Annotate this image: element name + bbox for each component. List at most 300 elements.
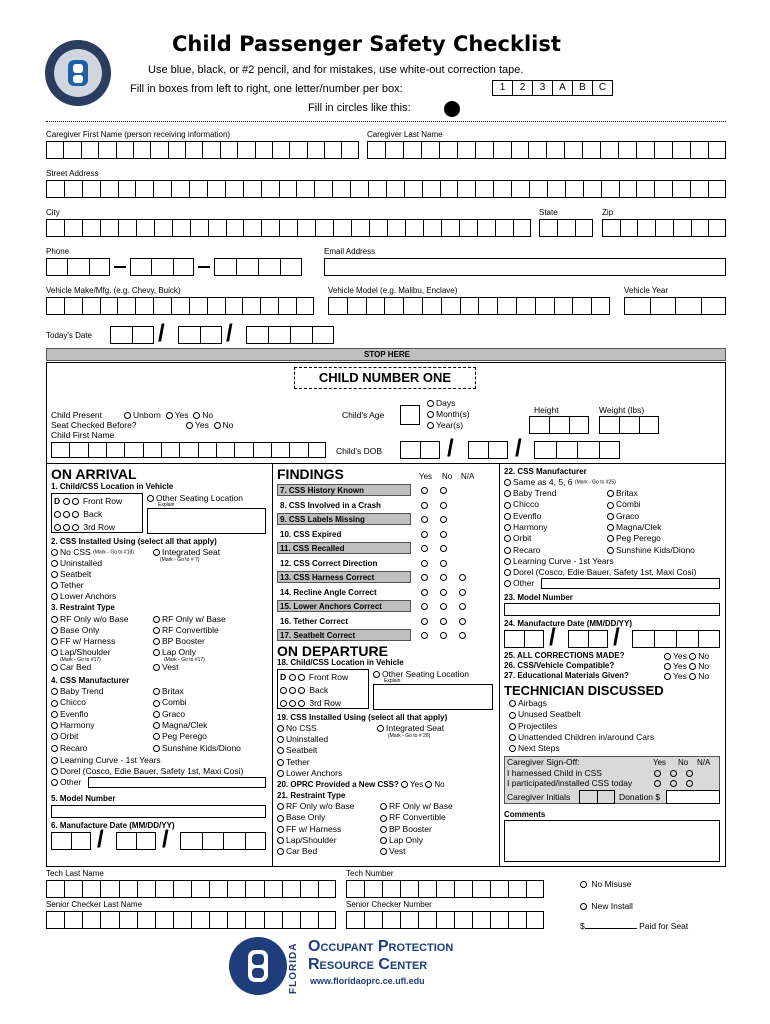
char-box[interactable] bbox=[171, 297, 189, 315]
char-box[interactable] bbox=[227, 911, 245, 929]
char-box[interactable] bbox=[143, 442, 161, 458]
char-box[interactable] bbox=[547, 180, 565, 198]
char-box[interactable] bbox=[100, 880, 118, 898]
arrival-mfr-option[interactable] bbox=[51, 720, 94, 731]
finding-radio[interactable] bbox=[440, 632, 447, 639]
height-boxes[interactable] bbox=[529, 416, 589, 434]
char-box[interactable] bbox=[258, 258, 280, 276]
tech-discussed-option[interactable] bbox=[509, 698, 547, 709]
arrival-mfr-option[interactable] bbox=[51, 731, 78, 742]
new-install-option[interactable]: New Install bbox=[580, 901, 633, 912]
char-box[interactable] bbox=[46, 258, 67, 276]
char-box[interactable] bbox=[46, 180, 64, 198]
senior-number-boxes[interactable] bbox=[346, 911, 544, 929]
char-box[interactable] bbox=[459, 219, 477, 237]
char-box[interactable] bbox=[106, 442, 124, 458]
state-boxes[interactable] bbox=[539, 219, 593, 237]
char-box[interactable] bbox=[472, 911, 490, 929]
char-box[interactable] bbox=[172, 219, 190, 237]
donation-field[interactable] bbox=[666, 790, 720, 804]
char-box[interactable] bbox=[253, 442, 271, 458]
char-box[interactable] bbox=[364, 880, 382, 898]
char-box[interactable] bbox=[64, 297, 82, 315]
right-mfg-year[interactable] bbox=[632, 630, 720, 648]
arrival-mfr-other-field[interactable] bbox=[88, 777, 266, 788]
char-box[interactable] bbox=[675, 297, 701, 315]
finding-radio[interactable] bbox=[440, 531, 447, 538]
char-box[interactable] bbox=[225, 297, 243, 315]
child-first-name-boxes[interactable] bbox=[51, 442, 326, 458]
finding-options[interactable] bbox=[421, 485, 459, 496]
departure-restraint-option[interactable] bbox=[277, 801, 355, 812]
char-box[interactable] bbox=[495, 219, 513, 237]
right-mfr-option[interactable] bbox=[607, 499, 641, 510]
char-box[interactable] bbox=[403, 297, 422, 315]
no-misuse-option[interactable]: No Misuse bbox=[580, 879, 632, 890]
finding-radio[interactable] bbox=[421, 632, 428, 639]
char-box[interactable] bbox=[508, 880, 526, 898]
departure-restraint-option[interactable] bbox=[277, 846, 317, 857]
signoff-installed-options[interactable] bbox=[654, 778, 695, 789]
char-box[interactable] bbox=[198, 442, 216, 458]
char-box[interactable] bbox=[296, 297, 314, 315]
char-box[interactable] bbox=[271, 442, 289, 458]
char-box[interactable] bbox=[296, 180, 314, 198]
arrival-seatbelt[interactable]: Seatbelt bbox=[51, 569, 91, 580]
finding-radio[interactable] bbox=[440, 487, 447, 494]
finding-radio[interactable] bbox=[440, 618, 447, 625]
radio-circle[interactable] bbox=[153, 722, 160, 729]
arrival-mfr-option[interactable] bbox=[153, 697, 187, 708]
departure-3rd-row[interactable]: 3rd Row bbox=[280, 698, 341, 709]
char-box[interactable] bbox=[243, 219, 261, 237]
arrival-mfr-option[interactable] bbox=[153, 709, 185, 720]
char-box[interactable] bbox=[418, 880, 436, 898]
radio-circle[interactable] bbox=[51, 616, 58, 623]
char-box[interactable] bbox=[504, 630, 524, 648]
radio-circle[interactable] bbox=[51, 688, 58, 695]
departure-restraint-option[interactable] bbox=[380, 812, 446, 823]
right-mfr-other[interactable]: Other bbox=[504, 578, 534, 589]
radio-circle[interactable] bbox=[153, 664, 160, 671]
char-box[interactable] bbox=[599, 416, 619, 434]
char-box[interactable] bbox=[168, 141, 185, 159]
char-box[interactable] bbox=[382, 880, 400, 898]
email-field[interactable] bbox=[324, 258, 726, 276]
char-box[interactable] bbox=[46, 911, 64, 929]
caregiver-last-name-boxes[interactable] bbox=[367, 141, 726, 159]
right-mfr-option[interactable] bbox=[504, 499, 539, 510]
char-box[interactable] bbox=[207, 180, 225, 198]
char-box[interactable] bbox=[214, 258, 236, 276]
char-box[interactable] bbox=[116, 832, 136, 850]
char-box[interactable] bbox=[130, 258, 151, 276]
char-box[interactable] bbox=[46, 141, 63, 159]
arrival-lower-anchors[interactable]: Lower Anchors bbox=[51, 591, 116, 602]
radio-circle[interactable] bbox=[509, 700, 516, 707]
char-box[interactable] bbox=[171, 180, 189, 198]
char-box[interactable] bbox=[173, 258, 194, 276]
char-box[interactable] bbox=[557, 219, 575, 237]
char-box[interactable] bbox=[436, 880, 454, 898]
char-box[interactable] bbox=[588, 630, 608, 648]
char-box[interactable] bbox=[135, 180, 153, 198]
finding-radio[interactable] bbox=[459, 574, 466, 581]
char-box[interactable] bbox=[180, 832, 202, 850]
char-box[interactable] bbox=[333, 219, 351, 237]
char-box[interactable] bbox=[591, 297, 610, 315]
char-box[interactable] bbox=[246, 326, 268, 344]
char-box[interactable] bbox=[577, 441, 599, 459]
tech-number-boxes[interactable] bbox=[346, 880, 544, 898]
char-box[interactable] bbox=[478, 297, 497, 315]
char-box[interactable] bbox=[237, 141, 254, 159]
char-box[interactable] bbox=[245, 832, 267, 850]
char-box[interactable] bbox=[89, 258, 110, 276]
signoff-harnessed[interactable]: I harnessed Child in CSS bbox=[507, 768, 602, 778]
finding-radio[interactable] bbox=[440, 589, 447, 596]
departure-restraint-option[interactable] bbox=[277, 812, 325, 823]
finding-radio[interactable] bbox=[421, 589, 428, 596]
arrival-mfr-other[interactable]: Other bbox=[51, 777, 81, 788]
char-box[interactable] bbox=[264, 911, 282, 929]
char-box[interactable] bbox=[597, 790, 615, 804]
char-box[interactable] bbox=[119, 911, 137, 929]
tech-discussed-option[interactable] bbox=[509, 709, 581, 720]
todays-date-day[interactable] bbox=[178, 326, 222, 344]
right-mfg-day[interactable] bbox=[568, 630, 608, 648]
char-box[interactable] bbox=[673, 219, 691, 237]
vehicle-model-boxes[interactable] bbox=[328, 297, 610, 315]
departure-restraint-option[interactable] bbox=[380, 835, 423, 846]
char-box[interactable] bbox=[441, 297, 460, 315]
char-box[interactable] bbox=[599, 441, 621, 459]
char-box[interactable] bbox=[153, 180, 171, 198]
finding-options[interactable] bbox=[421, 616, 478, 627]
char-box[interactable] bbox=[477, 219, 495, 237]
finding-options[interactable] bbox=[421, 543, 459, 554]
radio-circle[interactable] bbox=[509, 745, 516, 752]
char-box[interactable] bbox=[708, 180, 726, 198]
char-box[interactable] bbox=[490, 880, 508, 898]
char-box[interactable] bbox=[554, 297, 573, 315]
finding-radio[interactable] bbox=[459, 618, 466, 625]
char-box[interactable] bbox=[155, 911, 173, 929]
arrival-integrated-seat[interactable]: Integrated Seat bbox=[153, 547, 220, 558]
weight-boxes[interactable] bbox=[599, 416, 659, 434]
char-box[interactable] bbox=[366, 297, 385, 315]
departure-restraint-option[interactable] bbox=[380, 846, 406, 857]
radio-circle[interactable] bbox=[504, 547, 511, 554]
arrival-front-row[interactable]: D Front Row bbox=[54, 496, 123, 506]
char-box[interactable] bbox=[691, 219, 709, 237]
finding-options[interactable] bbox=[421, 529, 459, 540]
char-box[interactable] bbox=[400, 911, 418, 929]
radio-circle[interactable] bbox=[153, 745, 160, 752]
radio-circle[interactable] bbox=[277, 837, 284, 844]
caregiver-first-name-boxes[interactable] bbox=[46, 141, 359, 159]
char-box[interactable] bbox=[100, 180, 118, 198]
char-box[interactable] bbox=[639, 416, 659, 434]
radio-circle[interactable] bbox=[509, 712, 516, 719]
radio-circle[interactable] bbox=[51, 711, 58, 718]
tech-discussed-option[interactable] bbox=[509, 732, 654, 743]
char-box[interactable] bbox=[209, 911, 227, 929]
char-box[interactable] bbox=[565, 180, 583, 198]
arrival-back-row[interactable]: Back bbox=[54, 509, 102, 520]
char-box[interactable] bbox=[82, 911, 100, 929]
char-box[interactable] bbox=[242, 297, 260, 315]
char-box[interactable] bbox=[264, 880, 282, 898]
radio-circle[interactable] bbox=[504, 502, 511, 509]
char-box[interactable] bbox=[202, 141, 219, 159]
child-present-options[interactable]: Unborn Yes No bbox=[124, 410, 213, 421]
char-box[interactable] bbox=[137, 911, 155, 929]
finding-radio[interactable] bbox=[440, 502, 447, 509]
right-mfr-dorel[interactable]: Dorel (Cosco, Edie Bauer, Safety 1st, Maxi Cosi) bbox=[504, 567, 696, 578]
char-box[interactable] bbox=[223, 832, 245, 850]
vehicle-year-boxes[interactable] bbox=[624, 297, 726, 315]
radio-circle[interactable] bbox=[277, 803, 284, 810]
char-box[interactable] bbox=[676, 630, 698, 648]
char-box[interactable] bbox=[493, 180, 511, 198]
todays-date-year[interactable] bbox=[246, 326, 334, 344]
right-mfr-option[interactable] bbox=[504, 533, 531, 544]
right-mfr-option[interactable] bbox=[504, 488, 556, 499]
char-box[interactable] bbox=[151, 258, 172, 276]
char-box[interactable] bbox=[440, 180, 458, 198]
char-box[interactable] bbox=[457, 141, 475, 159]
char-box[interactable] bbox=[227, 880, 245, 898]
char-box[interactable] bbox=[690, 141, 708, 159]
char-box[interactable] bbox=[468, 441, 488, 459]
char-box[interactable] bbox=[601, 180, 619, 198]
char-box[interactable] bbox=[133, 141, 150, 159]
radio-circle[interactable] bbox=[607, 535, 614, 542]
seat-checked-options[interactable]: Yes No bbox=[186, 420, 233, 431]
char-box[interactable] bbox=[583, 180, 601, 198]
right-mfr-option[interactable] bbox=[607, 488, 638, 499]
finding-options[interactable] bbox=[421, 500, 459, 511]
char-box[interactable] bbox=[564, 141, 582, 159]
arrival-no-css[interactable]: No CSS (Mark - Go to #18) bbox=[51, 547, 134, 558]
tech-last-name-boxes[interactable] bbox=[46, 880, 336, 898]
arrival-mfr-option[interactable] bbox=[51, 686, 103, 697]
char-box[interactable] bbox=[346, 911, 364, 929]
radio-circle[interactable] bbox=[380, 815, 387, 822]
zip-boxes[interactable] bbox=[602, 219, 726, 237]
char-box[interactable] bbox=[132, 326, 154, 344]
char-box[interactable] bbox=[136, 219, 154, 237]
finding-options[interactable] bbox=[421, 630, 478, 641]
char-box[interactable] bbox=[161, 442, 179, 458]
radio-circle[interactable] bbox=[51, 649, 58, 656]
char-box[interactable] bbox=[308, 442, 326, 458]
char-box[interactable] bbox=[441, 219, 459, 237]
right-mfr-option[interactable] bbox=[504, 511, 541, 522]
char-box[interactable] bbox=[404, 180, 422, 198]
char-box[interactable] bbox=[46, 880, 64, 898]
char-box[interactable] bbox=[318, 880, 336, 898]
char-box[interactable] bbox=[100, 911, 118, 929]
char-box[interactable] bbox=[516, 297, 535, 315]
char-box[interactable] bbox=[382, 911, 400, 929]
char-box[interactable] bbox=[421, 141, 439, 159]
right-s27-options[interactable]: Yes No bbox=[664, 671, 709, 682]
radio-circle[interactable] bbox=[504, 513, 511, 520]
right-mfr-option[interactable] bbox=[607, 545, 695, 556]
finding-radio[interactable] bbox=[421, 516, 428, 523]
street-address-boxes[interactable] bbox=[46, 180, 726, 198]
finding-radio[interactable] bbox=[421, 603, 428, 610]
right-mfr-option[interactable] bbox=[504, 522, 547, 533]
char-box[interactable] bbox=[318, 911, 336, 929]
arrival-restraint-option[interactable] bbox=[51, 614, 129, 625]
radio-circle[interactable] bbox=[607, 547, 614, 554]
char-box[interactable] bbox=[220, 141, 237, 159]
char-box[interactable] bbox=[672, 141, 690, 159]
char-box[interactable] bbox=[529, 180, 547, 198]
char-box[interactable] bbox=[124, 442, 142, 458]
char-box[interactable] bbox=[312, 326, 334, 344]
char-box[interactable] bbox=[179, 442, 197, 458]
right-model-number-field[interactable] bbox=[504, 603, 720, 616]
char-box[interactable] bbox=[422, 180, 440, 198]
radio-circle[interactable] bbox=[51, 664, 58, 671]
char-box[interactable] bbox=[268, 326, 290, 344]
phone-area-boxes[interactable] bbox=[46, 258, 110, 276]
char-box[interactable] bbox=[579, 790, 597, 804]
departure-uninstalled[interactable]: Uninstalled bbox=[277, 734, 328, 745]
right-mfr-option[interactable] bbox=[504, 545, 540, 556]
char-box[interactable] bbox=[236, 258, 258, 276]
char-box[interactable] bbox=[385, 141, 403, 159]
departure-restraint-option[interactable] bbox=[380, 801, 453, 812]
finding-radio[interactable] bbox=[421, 502, 428, 509]
radio-circle[interactable] bbox=[504, 535, 511, 542]
char-box[interactable] bbox=[255, 141, 272, 159]
arrival-mfg-year[interactable] bbox=[180, 832, 266, 850]
dob-month-boxes[interactable] bbox=[400, 441, 440, 459]
tech-discussed-option[interactable] bbox=[509, 743, 560, 754]
char-box[interactable] bbox=[64, 219, 82, 237]
radio-circle[interactable] bbox=[509, 723, 516, 730]
char-box[interactable] bbox=[289, 141, 306, 159]
radio-circle[interactable] bbox=[51, 700, 58, 707]
char-box[interactable] bbox=[117, 297, 135, 315]
char-box[interactable] bbox=[282, 880, 300, 898]
char-box[interactable] bbox=[493, 141, 511, 159]
radio-circle[interactable] bbox=[607, 513, 614, 520]
char-box[interactable] bbox=[64, 880, 82, 898]
char-box[interactable] bbox=[698, 630, 720, 648]
char-box[interactable] bbox=[488, 441, 508, 459]
radio-circle[interactable] bbox=[153, 649, 160, 656]
char-box[interactable] bbox=[154, 219, 172, 237]
arrival-restraint-option[interactable] bbox=[153, 647, 196, 658]
char-box[interactable] bbox=[100, 297, 118, 315]
radio-circle[interactable] bbox=[153, 638, 160, 645]
right-mfr-option[interactable] bbox=[607, 511, 639, 522]
char-box[interactable] bbox=[618, 141, 636, 159]
finding-radio[interactable] bbox=[421, 574, 428, 581]
char-box[interactable] bbox=[189, 297, 207, 315]
finding-radio[interactable] bbox=[459, 603, 466, 610]
char-box[interactable] bbox=[315, 219, 333, 237]
char-box[interactable] bbox=[150, 141, 167, 159]
departure-restraint-option[interactable] bbox=[277, 835, 337, 846]
char-box[interactable] bbox=[261, 180, 279, 198]
char-box[interactable] bbox=[556, 441, 578, 459]
char-box[interactable] bbox=[460, 297, 479, 315]
arrival-other-location[interactable]: Other Seating Location bbox=[147, 493, 243, 504]
age-unit-years[interactable]: Year(s) bbox=[427, 420, 463, 431]
radio-circle[interactable] bbox=[607, 502, 614, 509]
arrival-model-number-field[interactable] bbox=[51, 805, 266, 818]
radio-circle[interactable] bbox=[277, 826, 284, 833]
arrival-mfr-option[interactable] bbox=[153, 743, 241, 754]
radio-circle[interactable] bbox=[51, 733, 58, 740]
char-box[interactable] bbox=[82, 180, 100, 198]
char-box[interactable] bbox=[64, 180, 82, 198]
age-unit-days[interactable]: Days bbox=[427, 398, 455, 409]
char-box[interactable] bbox=[46, 219, 64, 237]
radio-circle[interactable] bbox=[380, 848, 387, 855]
right-mfr-option[interactable] bbox=[607, 533, 661, 544]
departure-other-location[interactable]: Other Seating Location bbox=[373, 669, 469, 680]
arrival-mfr-option[interactable] bbox=[51, 697, 86, 708]
char-box[interactable] bbox=[400, 880, 418, 898]
char-box[interactable] bbox=[600, 141, 618, 159]
char-box[interactable] bbox=[208, 219, 226, 237]
char-box[interactable] bbox=[209, 880, 227, 898]
arrival-mfr-dorel[interactable]: Dorel (Cosco, Edie Bauer, Safety 1st, Maxi Cosi) bbox=[51, 766, 243, 777]
finding-options[interactable] bbox=[421, 601, 478, 612]
char-box[interactable] bbox=[369, 219, 387, 237]
char-box[interactable] bbox=[260, 297, 278, 315]
radio-circle[interactable] bbox=[509, 734, 516, 741]
radio-circle[interactable] bbox=[153, 627, 160, 634]
char-box[interactable] bbox=[708, 141, 726, 159]
char-box[interactable] bbox=[568, 630, 588, 648]
radio-circle[interactable] bbox=[51, 638, 58, 645]
char-box[interactable] bbox=[88, 442, 106, 458]
right-mfr-other-field[interactable] bbox=[541, 578, 720, 589]
char-box[interactable] bbox=[508, 911, 526, 929]
char-box[interactable] bbox=[346, 880, 364, 898]
arrival-mfg-day[interactable] bbox=[116, 832, 156, 850]
char-box[interactable] bbox=[226, 219, 244, 237]
finding-radio[interactable] bbox=[440, 560, 447, 567]
char-box[interactable] bbox=[549, 416, 569, 434]
finding-radio[interactable] bbox=[421, 618, 428, 625]
char-box[interactable] bbox=[64, 911, 82, 929]
arrival-explain-field[interactable] bbox=[147, 508, 266, 534]
finding-radio[interactable] bbox=[440, 574, 447, 581]
char-box[interactable] bbox=[82, 880, 100, 898]
radio-circle[interactable] bbox=[380, 826, 387, 833]
char-box[interactable] bbox=[234, 442, 252, 458]
char-box[interactable] bbox=[534, 441, 556, 459]
char-box[interactable] bbox=[546, 141, 564, 159]
finding-radio[interactable] bbox=[459, 589, 466, 596]
radio-circle[interactable] bbox=[51, 627, 58, 634]
char-box[interactable] bbox=[619, 180, 637, 198]
char-box[interactable] bbox=[314, 180, 332, 198]
char-box[interactable] bbox=[155, 880, 173, 898]
finding-radio[interactable] bbox=[440, 603, 447, 610]
char-box[interactable] bbox=[191, 911, 209, 929]
